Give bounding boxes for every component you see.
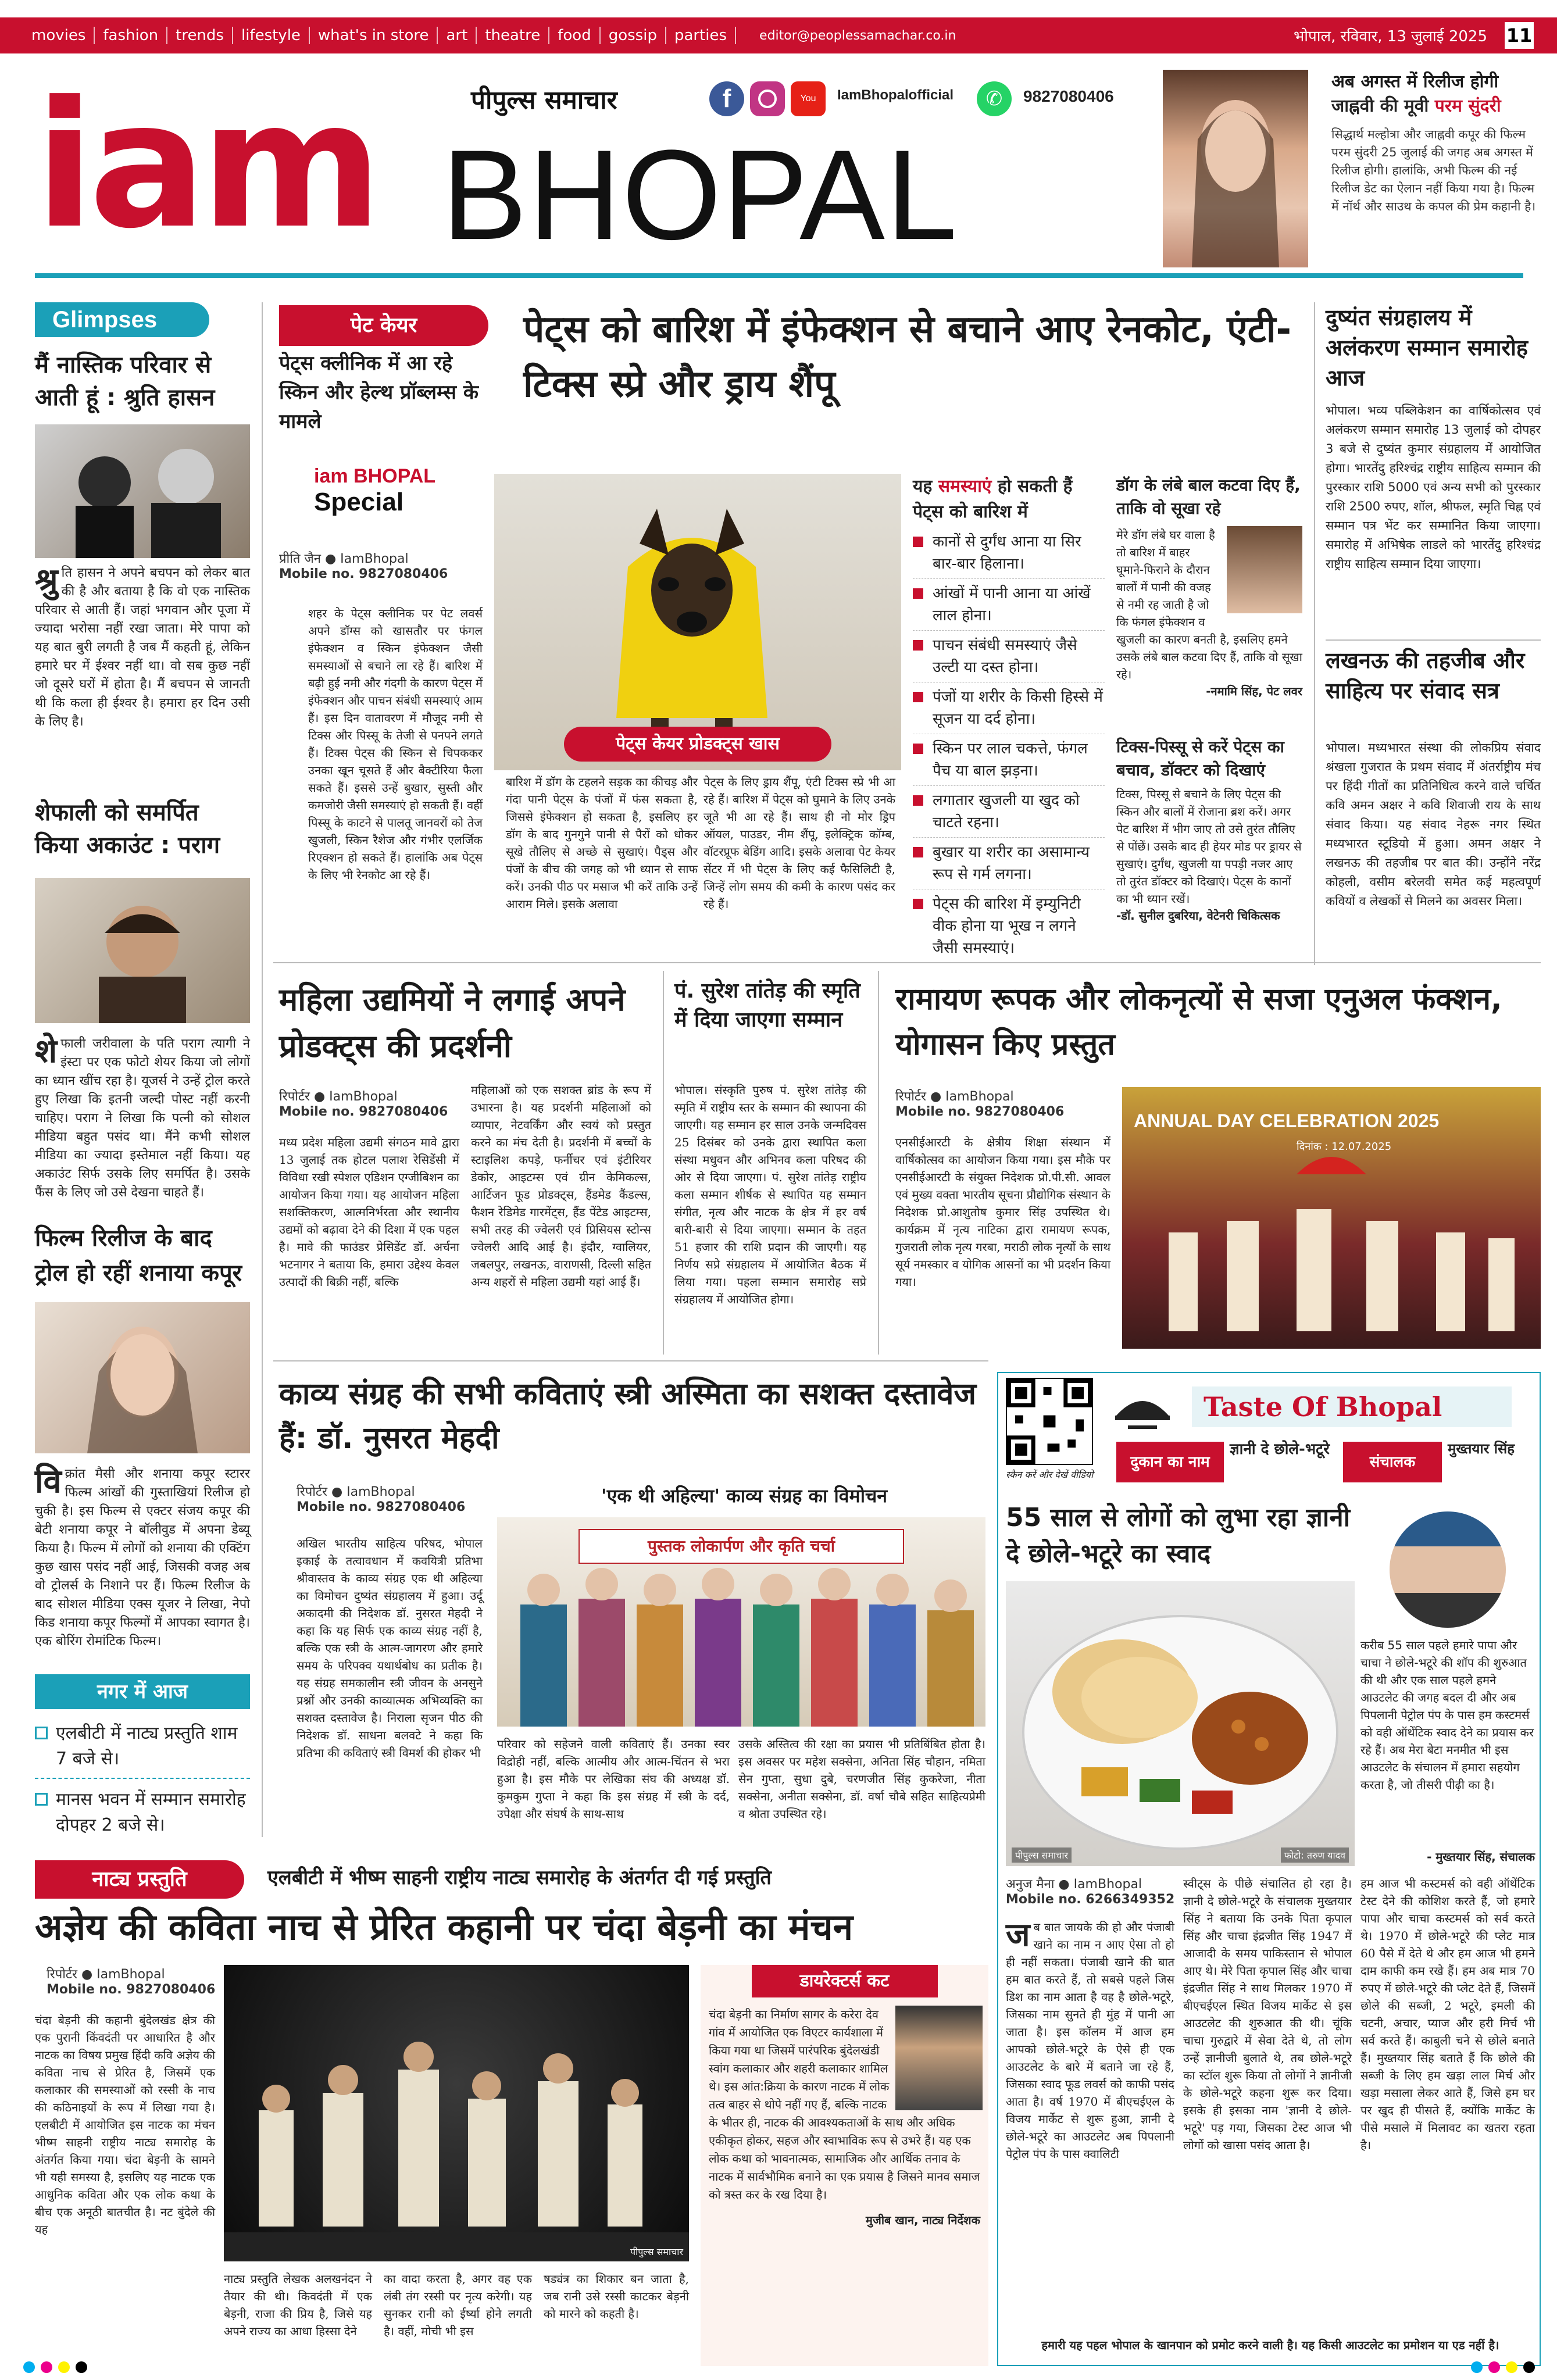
special-label: Special: [314, 488, 404, 516]
kavya-col-1: अखिल भारतीय साहित्य परिषद, भोपाल इकाई के तत्वावधान में कवयित्री प्रतिभा श्रीवास्तव के काव्य संग्रह एक थी अहिल्या का विमोचन दुष्यंत संग्रहालय में हुआ। उर्दू अकादमी की निदेशक डॉ. नुसरत मेहदी ने कहा कि यह सिर्फ एक काव्य संग्रह नहीं है, बल्कि एक स्त्री के आत्म-जागरण और हमारे समय के परिपक्व यथार्थबोध का प्रतीक है। यह संग्रह समकालीन स्त्री जीवन के अनसुने प्रश्नों और उनकी काव्यात्मक अभिव्यक्ति का सशक्त दस्तावेज है। निराला सृजन पीठ की निदेशक डॉ. साधना बलवटे ने कहा कि प्रतिभा की कविताएं स्त्री विमर्श की होकर भी: [297, 1536, 483, 1760]
taste-label: Taste Of Bhopal: [1192, 1386, 1512, 1427]
glimpse-2-dropcap: शे: [35, 1032, 58, 1070]
top-nav-link[interactable]: what's in store: [310, 27, 438, 44]
kavya-col-2: परिवार को सहेजने वाली कविताएं हैं। उनका स्वर विद्रोही नहीं, बल्कि आत्मीय और आत्म-चिंतन से भरा हुआ है। इस मौके पर लेखिका संघ की अध्यक्ष डॉ. कुमकुम गुप्ता ने कहा कि इस संग्रह में स्त्री के दर्द, उपेक्षा और संघर्ष के साथ-साथ: [497, 1737, 730, 1821]
taste-dropcap: ज: [1006, 1916, 1030, 1954]
kavya-col-3: उसके अस्तित्व की रक्षा का प्रयास भी प्रतिबिंबित होता है। इस अवसर पर महेश सक्सेना, अनिता सिंह चौहान, नमिता सेन गुप्ता, सुधा दुबे, चरणजीत सिंह कुकरेजा, नीता सक्सेना, अनीता सक्सेना, डॉ. वर्षा चौबे सहित साहित्यप्रेमी व श्रोता उपस्थित रहे।: [738, 1737, 985, 1821]
registration-mark: [1471, 2361, 1483, 2373]
teaser-photo: [1163, 70, 1308, 267]
suresh-title: पं. सुरेश तांतेड़ की स्मृति में दिया जाएगा सम्मान: [674, 979, 860, 1032]
issue-date: भोपाल, रविवार, 13 जुलाई 2025: [1293, 28, 1487, 45]
taste-photo-credit-right: फोटो: तरुण यादव: [1281, 1847, 1349, 1863]
pets-problems-box: [913, 474, 1105, 967]
pets-problem-item: आंखों में पानी आना या आंखें लाल होना।: [913, 583, 1105, 631]
pets-quote-2-body: टिक्स, पिस्सू से बचाने के लिए पेट्स की स्किन और बालों में रोजाना ब्रश करें। अगर पेट बारिश में भीग जाए तो उसे तुरंत तौलिए से पोंछें। उसके बाद ही हेयर मोड पर ड्रायर से सुखाएं। दुर्गंध, खुजली या पपड़ी नजर आए तो तुरंत डॉक्टर को दिखाएं। पेट्स के कानों का भी ध्यान रखें।: [1116, 787, 1302, 906]
teaser-headline-2: जाह्नवी की मूवी परम सुंदरी: [1331, 96, 1501, 116]
logo-city: BHOPAL: [442, 123, 959, 266]
youtube-icon[interactable]: You: [791, 81, 826, 116]
kavya-photo-banner: पुस्तक लोकार्पण और कृति चर्चा: [578, 1529, 904, 1564]
ramayan-title: रामायण रूपक और लोकनृत्यों से सजा एनुअल फंक्शन, योगासन किए प्रस्तुत: [895, 982, 1502, 1062]
pets-photo-caption: पेट्स केयर प्रोडक्ट्स खास: [564, 727, 831, 762]
natya-photo: [224, 1965, 689, 2261]
glimpse-3-title: फिल्म रिलीज के बाद ट्रोल हो रहीं शनाया कपूर: [35, 1225, 242, 1287]
directors-cut-body: चंदा बेड़नी का निर्माण सागर के करेरा देव गांव में आयोजित एक विएटर कार्यशाला में किया गया था जिसमें पारंपरिक बुंदेलखंडी स्वांग कलाकार और शहरी कलाकार शामिल थे। इस आंत:क्रिया के कारण नाटक में लोक तत्व बाहर से थोपे नहीं गए हैं, बल्कि नाटक के भीतर ही, नाटक की आवश्यकताओं के साथ और अधिक एकीकृत होकर, सहज और स्वाभाविक रूप से उभरे हैं। यह एक लोक कथा को भावनात्मक, सामाजिक और आर्थिक तनाव के नाटक में सार्वभौमिक बनाने का एक प्रयास है जिसने मानव समाज को त्रस्त कर के रख दिया है।: [709, 2007, 980, 2202]
teaser-box: [1331, 70, 1541, 216]
natya-headline: अज्ञेय की कविता नाच से प्रेरित कहानी पर चंदा बेड़नी का मंचन: [35, 1906, 854, 1948]
glimpse-1-photo: [35, 424, 250, 558]
shop-label: दुकान का नाम: [1116, 1442, 1224, 1482]
nagar-item: मानस भवन में सम्मान समारोह दोपहर 2 बजे से।: [35, 1787, 250, 1838]
kavya-title: काव्य संग्रह की सभी कविताएं स्त्री अस्मिता का सशक्त दस्तावेज हैं: डॉ. नुसरत मेहदी: [279, 1377, 977, 1456]
quote-1-photo: [1227, 526, 1302, 613]
taste-quote-attr: - मुख्तयार सिंह, संचालक: [1427, 1850, 1535, 1864]
pets-quote-1: [1116, 474, 1302, 699]
registration-mark: [1523, 2361, 1535, 2373]
glimpse-1-title: मैं नास्तिक परिवार से आती हूं : श्रुति हासन: [35, 352, 215, 411]
nagar-list: [35, 1721, 250, 1838]
whatsapp-icon[interactable]: ✆: [977, 81, 1012, 116]
nagar-item: एलबीटी में नाट्य प्रस्तुति शाम 7 बजे से।: [35, 1721, 250, 1779]
masthead: [35, 64, 1140, 267]
owner-label: संचालक: [1343, 1442, 1442, 1482]
pets-photo: [494, 474, 901, 770]
glimpse-1-dropcap: श्रु: [35, 561, 58, 599]
taste-headline: 55 साल से लोगों को लुभा रहा ज्ञानी दे छोले-भटूरे का स्वाद: [1006, 1503, 1351, 1568]
ramayan-photo: [1122, 1087, 1541, 1349]
top-nav-link[interactable]: food: [549, 27, 600, 44]
taste-byline: अनुज मैना ● IamBhopal Mobile no. 6266349352: [1006, 1877, 1175, 1907]
natya-sub: एलबीटी में भीष्म साहनी राष्ट्रीय नाट्य समारोह के अंतर्गत दी गई प्रस्तुति: [267, 1866, 772, 1889]
pets-quote-2-attr: -डॉ. सुनील दुबरिया, वेटेनरी चिकित्सक: [1116, 909, 1280, 923]
owner-name: मुख्तयार सिंह: [1448, 1441, 1515, 1457]
mahila-byline: रिपोर्टर ● IamBhopal Mobile no. 9827080406: [279, 1089, 448, 1119]
taste-photo-credit-left: पीपुल्स समाचार: [1012, 1847, 1072, 1863]
teaser-headline-highlight: परम सुंदरी: [1434, 96, 1501, 116]
pets-problem-item: लगातार खुजली या खुद को चाटते रहना।: [913, 789, 1105, 838]
top-nav-link[interactable]: movies: [23, 27, 95, 44]
nagar-label: नगर में आज: [35, 1674, 250, 1709]
glimpse-2-body: शेफाली जरीवाला के पति पराग त्यागी ने इंस्टा पर एक फोटो शेयर किया जो लोगों का ध्यान खींच रहा है। यूजर्स ने उन्हें ट्रोल करते हुए लिखा कि इतनी जल्दी पोस्ट नहीं करनी चाहिए। पराग ने लिखा कि पत्नी को सोशल मीडिया बहुत पसंद था। मैंने कभी सोशल मीडिया का ज्यादा इस्तेमाल नहीं किया। यह अकाउंट सिर्फ उसके लिए समर्पित है। उसके फैंस के लिए जो उसे देखना चाहते हैं।: [35, 1032, 250, 1200]
ramayan-banner-date: दिनांक : 12.07.2025: [1297, 1141, 1392, 1153]
registration-mark: [76, 2361, 87, 2373]
social-handle[interactable]: IamBhopalofficial: [837, 87, 954, 103]
glimpse-3-body: विक्रांत मैसी और शनाया कपूर स्टारर फिल्म आंखों की गुस्ताखियां रिलीज हो चुकी है। इस फिल्म से एक्टर संजय कपूर की बेटी शनाया कपूर ने बॉलीवुड में अपना डेब्यू किया है। फिल्म में लोगों को शनाया की एक्टिंग कुछ खास पसंद नहीं आई, जिसकी वजह अब वो ट्रोलर्स के निशाने पर हैं। फिल्म रिलीज के बाद सोशल मीडिया एक्स यूजर ने लिखा, नेपो किड शनाया कपूर फिल्मों में आपका स्वागत है। एक बोरिंग रोमांटिक फिल्म।: [35, 1462, 250, 1649]
registration-mark: [23, 2361, 35, 2373]
pets-kicker: पेट केयर: [279, 305, 488, 346]
teaser-body: सिद्धार्थ मल्होत्रा और जाह्नवी कपूर की फिल्म परम सुंदरी 25 जुलाई की जगह अब अगस्त में रिलीज होगी। हालांकि, अभी फिल्म की नई रिलीज डेट का ऐलान नहीं किया गया है। फिल्म में नॉर्थ और साउथ के कपल की प्रेम कहानी है।: [1331, 127, 1536, 213]
pets-col-1: शहर के पेट्स क्लीनिक पर पेट लवर्स अपने डॉग्स को खासतौर पर फंगल इंफेक्शन व स्किन इंफेक्शन जैसी समस्याओं से बचाने ला रहे हैं। बारिश में बढ़ी हुई नमी और गंदगी के कारण पेट्स में इंफेक्शन और पाचन संबंधी समस्याएं आम हैं। इस दिन वातावरण में मौजूद नमी से टिक्स और पिस्सू के तेजी से पनपने लगते हैं। टिक्स पेट्स की स्किन से चिपककर उनका खून चूसते हैं और बैक्टीरिया फैला सकते हैं। इससे उन्हें बुखार, सुस्ती और कमजोरी जैसी समस्याएं हो सकती हैं। वहीं पिस्सू के काटने से पालतू जानवरों को तेज खुजली, स्किन रैशेज और गंभीर एलर्जिक रिएक्शन हो सकते हैं। हालांकि अब पेट्स के लिए भी रेनकोट आ रहे हैं।: [308, 606, 483, 882]
logo-iam: iam: [35, 64, 377, 267]
pets-quote-1-attr: -नमामि सिंह, पेट लवर: [1206, 684, 1302, 698]
teaser-headline-1: अब अगस्त में रिलीज होगी: [1331, 72, 1499, 92]
pets-problems-list: [913, 531, 1105, 963]
top-nav-link[interactable]: fashion: [95, 27, 167, 44]
glimpse-1-body: श्रु ति हासन ने अपने बचपन को लेकर बात की है और बताया है कि वो एक नास्तिक परिवार से आती हैं। जहां भगवान और पूजा में ज्यादा भरोसा नहीं रखा जाता। मेरे पापा को यह बात बुरी लगती है जब मैं कहती हूं, लेकिन हमारे घर में ईश्वर नहीं था। वो सब कुछ नहीं जो दूसरे घरों में होता है। मैं बचपन से जानती थी कि कला ही ईश्वर है। हमारा हर दिन उसी के लिए है।: [35, 561, 250, 729]
director-photo: [895, 2006, 983, 2110]
masthead-divider: [35, 273, 1523, 278]
directors-cut-attr: मुजीब खान, नाट्य निर्देशक: [866, 2213, 980, 2227]
suresh-body: भोपाल। संस्कृति पुरुष पं. सुरेश तांतेड़ की स्मृति में राष्ट्रीय स्तर के सम्मान की स्थापना की जाएगी। यह सम्मान हर साल उनके जन्मदिवस 25 दिसंबर को उनके द्वारा स्थापित कला संस्था मधुवन और अभिनव कला परिषद की ओर से दिया जाएगा। पं. सुरेश तांतेड़ राष्ट्रीय कला सम्मान शीर्षक से स्थापित यह सम्मान संगीत, नृत्य और नाटक के क्षेत्र में हर वर्ष बारी-बारी से दिया जाएगा। सम्मान के तहत 51 हजार की राशि प्रदान की जाएगी। यह निर्णय सप्रे संग्रहालय में आयोजित बैठक में लिया गया। पहला सम्मान समारोह सप्रे संग्रहालय में आयोजित होगा।: [674, 1083, 866, 1306]
instagram-icon[interactable]: [750, 81, 785, 116]
editor-email[interactable]: editor@peoplessamachar.co.in: [759, 28, 956, 43]
top-nav-link[interactable]: parties: [666, 27, 736, 44]
natya-kicker: नाट्य प्रस्तुति: [35, 1860, 244, 1899]
section-rule: [1326, 639, 1541, 641]
mahila-title: महिला उद्यमियों ने लगाई अपने प्रोडक्ट्स की प्रदर्शनी: [279, 981, 626, 1064]
directors-cut-label: डायरेक्टर्स कट: [752, 1965, 938, 1997]
natya-col-3: का वादा करता है, अगर वह एक लंबी तंग रस्सी पर नृत्य करेगी। यह सुनकर रानी को ईर्ष्या होने लगती है। वहीं, मोची भी इस: [384, 2272, 532, 2338]
registration-mark: [1506, 2361, 1517, 2373]
pets-problem-item: स्किन पर लाल चकत्ते, फंगल पैच या बाल झड़ना।: [913, 738, 1105, 786]
chef-icon: [1110, 1384, 1174, 1436]
taste-footer-note: हमारी यह पहल भोपाल के खानपान को प्रमोट करने वाली है। यह किसी आउटलेट का प्रमोशन या एड नहीं है।: [1041, 2338, 1499, 2352]
pets-col-2: बारिश में डॉग के टहलने सड़क का कीचड़ और गंदा पानी पेट्स के पंजों में फंस सकता है, जिससे इंफेक्शन हो सकता है, इसलिए हर डॉग के बाद गुनगुने पानी से पैरों को धोकर सूखे तौलिए से अच्छे से सुखाएं। पैड्स और पंजों के बीच की जगह को भी ध्यान से साफ करें। उनकी पीठ पर मसाज भी करें ताकि उन्हें आराम मिले। इसके अलावा: [506, 775, 698, 911]
glimpse-2-title: शेफाली को समर्पित किया अकाउंट : पराग: [35, 799, 220, 859]
glimpse-2-photo: [35, 878, 250, 1023]
section-rule: [273, 1360, 988, 1361]
registration-mark: [58, 2361, 70, 2373]
taste-col-2: स्वीट्स के पीछे संचालित हो रहा है। ज्ञानी दे छोले-भटूरे के संचालक मुख्तयार सिंह ने बताया कि उनके पिता कृपाल सिंह और चाचा इंद्रजीत सिंह 1947 में आजादी के समय पाकिस्तान से भोपाल आए थे। मेरे पिता कृपाल सिंह और चाचा इंद्रजीत सिंह ने साथ मिलकर 1970 में बीएचईएल स्थित विजय मार्केट से इस आउटलेट की शुरुआत की थी। चूंकि चाचा गुरुद्वारे में सेवा देते थे, तो लोग उन्हें ज्ञानीजी बुलाते थे, तब छोले-भटूरे का स्टॉल शुरू किया तो लोगों ने ज्ञानीजी के छोले-भटूरे कहना शुरू कर दिया। इसके ही इसका नाम 'ज्ञानी दे छोले-भटूरे' पड़ गया, जिसका टेस्ट आज भी लोगों को खासा पसंद आता है।: [1183, 1877, 1352, 2152]
pets-problem-item: कानों से दुर्गंध आना या सिर बार-बार हिलाना।: [913, 531, 1105, 579]
natya-col-2: नाट्य प्रस्तुति लेखक अलखनंदन ने तैयार की थी। किवदंती में एक बेड़नी, राजा की प्रिय है, जिसे यह अपने राज्य का आधा हिस्सा देने: [224, 2272, 372, 2338]
taste-quote: करीब 55 साल पहले हमारे पापा और चाचा ने छोले-भटूरे की शॉप की शुरुआत की थी और एक साल पहले हमने आउटलेट की जगह बदल दी और अब पिपलानी पेट्रोल पंप के पास हम कस्टमर्स को वही ऑथेंटिक स्वाद देने का प्रयास कर रहे हैं। अब मेरा बेटा मनमीत भी इस आउटलेट के संचालन में हमारा सहयोग करता है, जो तीसरी पीढ़ी का है।: [1360, 1638, 1534, 1792]
pets-quote-1-body: मेरे डॉग लंबे घर वाला है तो बारिश में बाहर घूमाने-फिराने के दौरान बालों में पानी की वजह से नमी रह जाती है जो कि फंगल इंफेक्शन व खुजली का कारण बनती है, इसलिए हमने उसके लंबे बाल कटवा दिए हैं, ताकि वो सूखा रहे।: [1116, 528, 1302, 681]
top-nav-links: [0, 27, 736, 44]
dushyant-body: भोपाल। भव्य पब्लिकेशन का वार्षिकोत्सव एवं अलंकरण सम्मान समारोह 13 जुलाई को दोपहर 3 बजे से दुष्यंत कुमार संग्रहालय में आयोजित होगा। भारतेंदु हरिश्चंद्र राष्ट्रीय साहित्य सम्मान की पुरस्कार राशि 5000 एवं अन्य सभी को पुरस्कार राशि 2500 रुपए, शॉल, श्रीफल, स्मृति चिह्न एवं सम्मान पत्र भेंट कर सम्मानित किया जाएगा। समारोह में अभिषेक लाडले को भारतेंदु हरिश्चंद्र राष्ट्रीय साहित्य सम्मान दिया जाएगा।: [1326, 403, 1541, 571]
natya-photo-credit: पीपुल्स समाचार: [630, 2246, 683, 2257]
top-nav-link[interactable]: gossip: [601, 27, 666, 44]
pets-col-3: पेट्स के लिए ड्राय शैंपू, एंटी टिक्स स्प्रे भी आ रहे हैं। बारिश में पेट्स को घुमाने के लिए उनके जूते भी आ रहे हैं। साथ ही नो मोर ड्रिप ऑयल, पाउडर, नीम शैंपू, इलेक्ट्रिक कॉम्ब, वॉटरप्रूफ बेडिंग आदि। इसके अलावा पेट केयर सेंटर में भी पेट्स के लिए कई फैसिलिटी है, जिन्हें लोग समय की कमी के कारण पसंद कर रहे हैं।: [703, 775, 895, 911]
kavya-byline: रिपोर्टर ● IamBhopal Mobile no. 9827080406: [297, 1485, 466, 1514]
top-nav-link[interactable]: trends: [167, 27, 233, 44]
registration-mark: [41, 2361, 52, 2373]
owner-photo: [1390, 1511, 1506, 1628]
glimpses-label: Glimpses: [35, 302, 209, 337]
taste-col-1: जब बात जायके की हो और पंजाबी खाने का नाम न आए ऐसा तो हो ही नहीं सकता। पंजाबी खाने की बात हम बात करते हैं, तो सबसे पहले जिस डिश का नाम आता है वह है छोले-भटूरे, जिसका नाम सुनते ही मुंह में पानी आ जाता है। इस कॉलम में आज हम आपको छोले-भटूरे के ऐसे ही एक आउटलेट के बारे में बताने जा रहे हैं, जिसका स्वाद फूड लवर्स को काफी पसंद आता है। वर्ष 1970 में बीएचईएल के विजय मार्केट से शुरू हुआ, ज्ञानी दे छोले-भटूरे का आउटलेट अब पिपलानी पेट्रोल पंप के पास क्वालिटी: [1006, 1916, 1174, 2161]
special-logo: iam BHOPAL Special: [314, 465, 477, 529]
pets-problem-item: पंजों या शरीर के किसी हिस्से में सूजन या दर्द होना।: [913, 686, 1105, 734]
pets-problem-item: पाचन संबंधी समस्याएं जैसे उल्टी या दस्त होना।: [913, 634, 1105, 682]
pets-quote-2: [1116, 735, 1302, 923]
natya-col-1: चंदा बेड़नी की कहानी बुंदेलखंड क्षेत्र की एक पुरानी किंवदंती पर आधारित है और नाटक का विषय प्रमुख हिंदी कवि अज्ञेय की कविता नाच से प्रेरित है, जिसमें एक कलाकार की समस्याओं को रस्सी के नाच की कठिनाइयों के रूप में लिखा गया है। एलबीटी में आयोजित इस नाटक का मंचन भीष्म साहनी राष्ट्रीय नाट्य समारोह के अंतर्गत किया गया। चंदा बेड़नी के सामने भी यही समस्या है, इसलिए यह नाटक एक आधुनिक कविता और एक लोक कथा के बीच एक अनूठी बातचीत है। नट बुंदेले की यह: [35, 2013, 215, 2236]
pets-byline: प्रीति जैन ● IamBhopal Mobile no. 9827080406: [279, 552, 448, 581]
directors-cut-box: [701, 1965, 988, 2366]
qr-code[interactable]: [1006, 1378, 1093, 1465]
ramayan-body: एनसीईआरटी के क्षेत्रीय शिक्षा संस्थान में वार्षिकोत्सव का आयोजन किया गया। इस मौके पर एनसीईआरटी के संयुक्त निदेशक प्रो.पी.सी. आवल एवं मुख्य वक्ता भारतीय सूचना प्रौद्योगिक संस्थान के निदेशक प्रो.आशुतोष कुमार सिंह उपस्थित थे। कार्यक्रम में नृत्य नाटिका द्वारा रामायण रूपक, गुजराती लोक नृत्य गरबा, मराठी लोक नृत्यों के साथ सूर्य नमस्कार व योगिक आसनों का भी प्रदर्शन किया गया।: [895, 1135, 1110, 1289]
facebook-icon[interactable]: f: [709, 81, 744, 116]
top-nav-bar: [0, 17, 1557, 53]
mahila-col-2: महिलाओं को एक सशक्त ब्रांड के रूप में उभारना है। यह प्रदर्शनी महिलाओं को व्यापार, नेटवर्किंग और स्वयं को प्रस्तुत करने का मंच देती है। प्रदर्शनी में बच्चों के स्टाइलिश कपड़े, फर्नीचर एवं इंटीरियर डेकोर, आइटम्स एवं ग्रीन केमिकल्स, आर्टिजन फूड प्रोडक्ट्स, हैंडमेड कैंडल्स, फैशन रेडिमेड गारमेंट्स, हैंड पेंटेड आइटम्स, सभी तरह की ज्वेलरी एवं प्रिसियस स्टोन्स ज्वेलरी आदि आई है। इंदौर, ग्वालियर, जबलपुर, लखनऊ, वाराणसी, दिल्ली सहित अन्य शहरों से महिला उद्यमी यहां आई हैं।: [471, 1083, 651, 1289]
pets-quote-1-title: डॉग के लंबे बाल कटवा दिए हैं, ताकि वो सूखा रहे: [1116, 476, 1301, 518]
column-rule: [1314, 302, 1315, 965]
column-rule: [663, 971, 664, 1355]
pets-problems-title: यह समस्याएं हो सकती हैं पेट्स को बारिश में: [913, 476, 1073, 522]
mahila-col-1: मध्य प्रदेश महिला उद्यमी संगठन मावे द्वारा 13 जुलाई तक होटल पलाश रेसिडेंसी में विविधा रखी स्पेशल एडिशन एग्जीबिशन का आयोजन किया गया। यह आयोजन महिला सशक्तिकरण, आत्मनिर्भरता और स्थानीय उद्यमों को बढ़ावा देने की दिशा में एक पहल है। मावे की फाउंडर प्रेसिडेंट डॉ. अर्चना भटनागर ने बताया कि, हमारा उद्देश्य केवल उत्पादों की बिक्री नहीं, बल्कि: [279, 1135, 459, 1289]
section-rule: [273, 962, 1541, 963]
top-nav-link[interactable]: theatre: [477, 27, 549, 44]
brand-name: पीपुल्स समाचार: [471, 85, 617, 115]
kavya-photo: [497, 1517, 985, 1727]
pets-subheadline: पेट्स क्लीनिक में आ रहे स्किन और हेल्थ प्रॉब्लम्स के मामले: [279, 352, 478, 433]
glimpse-3-photo: [35, 1302, 250, 1453]
pets-headline: पेट्स को बारिश में इंफेक्शन से बचाने आए रेनकोट, एंटी-टिक्स स्प्रे और ड्राय शैंपू: [523, 308, 1292, 406]
natya-byline: रिपोर्टर ● IamBhopal Mobile no. 9827080406: [47, 1967, 216, 1997]
taste-photo: [1006, 1581, 1355, 1866]
pets-problem-item: पेट्स की बारिश में इम्युनिटी वीक होना या भूख न लगने जैसी समस्याएं।: [913, 893, 1105, 963]
dushyant-title: दुष्यंत संग्रहालय में अलंकरण सम्मान समारोह आज: [1326, 305, 1528, 391]
qr-caption: स्कैन करें और देखें वीडियो: [1006, 1469, 1094, 1480]
column-rule: [878, 971, 879, 1355]
pets-quote-2-title: टिक्स-पिस्सू से करें पेट्स का बचाव, डॉक्टर को दिखाएं: [1116, 737, 1284, 780]
page-number: 11: [1505, 22, 1534, 49]
glimpse-3-dropcap: वि: [35, 1462, 62, 1500]
registration-mark: [1488, 2361, 1500, 2373]
top-nav-link[interactable]: lifestyle: [233, 27, 310, 44]
shop-name: ज्ञानी दे छोले-भटूरे: [1230, 1441, 1330, 1458]
kavya-photo-title: 'एक थी अहिल्या' काव्य संग्रह का विमोचन: [601, 1485, 888, 1507]
whatsapp-number[interactable]: 9827080406: [1023, 87, 1114, 105]
pets-problem-item: बुखार या शरीर का असामान्य रूप से गर्म लगना।: [913, 841, 1105, 889]
lucknow-body: भोपाल। मध्यभारत संस्था की लोकप्रिय संवाद श्रंखला गुजरात के प्रथम संवाद में अंतर्राष्ट्रीय मंच पर हिंदी गीतों का प्रतिनिधित्व करने वाले चर्चित कवि अमन अक्षर ने कवि शिवाजी राय के साथ संवाद किया। यह संवाद नेहरू नगर स्थित मध्यभारत स्टूडियो में हुआ। अमन अक्षर ने लखनऊ की तहजीब पर बात की। उन्होंने नरेंद्र कोहली, वसीम बरेलवी समेत कई महत्वपूर्ण कवियों व लेखकों से मिलने का अवसर मिला।: [1326, 741, 1541, 908]
taste-col-3: हम आज भी कस्टमर्स को वही ऑथेंटिक टेस्ट देने की कोशिश करते हैं, जो हमारे पापा और चाचा कस्टमर्स को सर्व करते थे। 1970 में छोले-भटूरे की प्लेट मात्र 60 पैसे में देते थे और हम आज भी हमने दाम काफी कम रखे हैं। हम अब मात्र 70 रुपए में छोले-भटूरे की प्लेट देते हैं, जिसमें छोले की सब्जी, 2 भटूरे, इमली की चटनी, अचार, प्याज और हरी मिर्च भी सर्व करते हैं। काबुली चने से छोले बनाते हैं। मुख्तयार सिंह बताते हैं कि छोले की सब्जी के लिए हम खड़ा लाल मिर्च और खड़ा मसाला लेकर आते हैं, जिसे हम घर पर खुद ही पीसते हैं, क्योंकि मार्केट के पीसे मसाले में मिलावट का खतरा रहता है।: [1360, 1877, 1535, 2152]
natya-col-4: षड्यंत्र का शिकार बन जाता है, जब रानी उसे रस्सी काटकर बेड़नी को मारने को कहती है।: [544, 2272, 689, 2321]
lucknow-title: लखनऊ की तहजीब और साहित्य पर संवाद सत्र: [1326, 648, 1525, 703]
ramayan-byline: रिपोर्टर ● IamBhopal Mobile no. 9827080406: [895, 1089, 1065, 1119]
column-rule: [262, 302, 263, 1837]
top-nav-link[interactable]: art: [438, 27, 477, 44]
ramayan-banner-text: ANNUAL DAY CELEBRATION 2025: [1134, 1110, 1440, 1131]
